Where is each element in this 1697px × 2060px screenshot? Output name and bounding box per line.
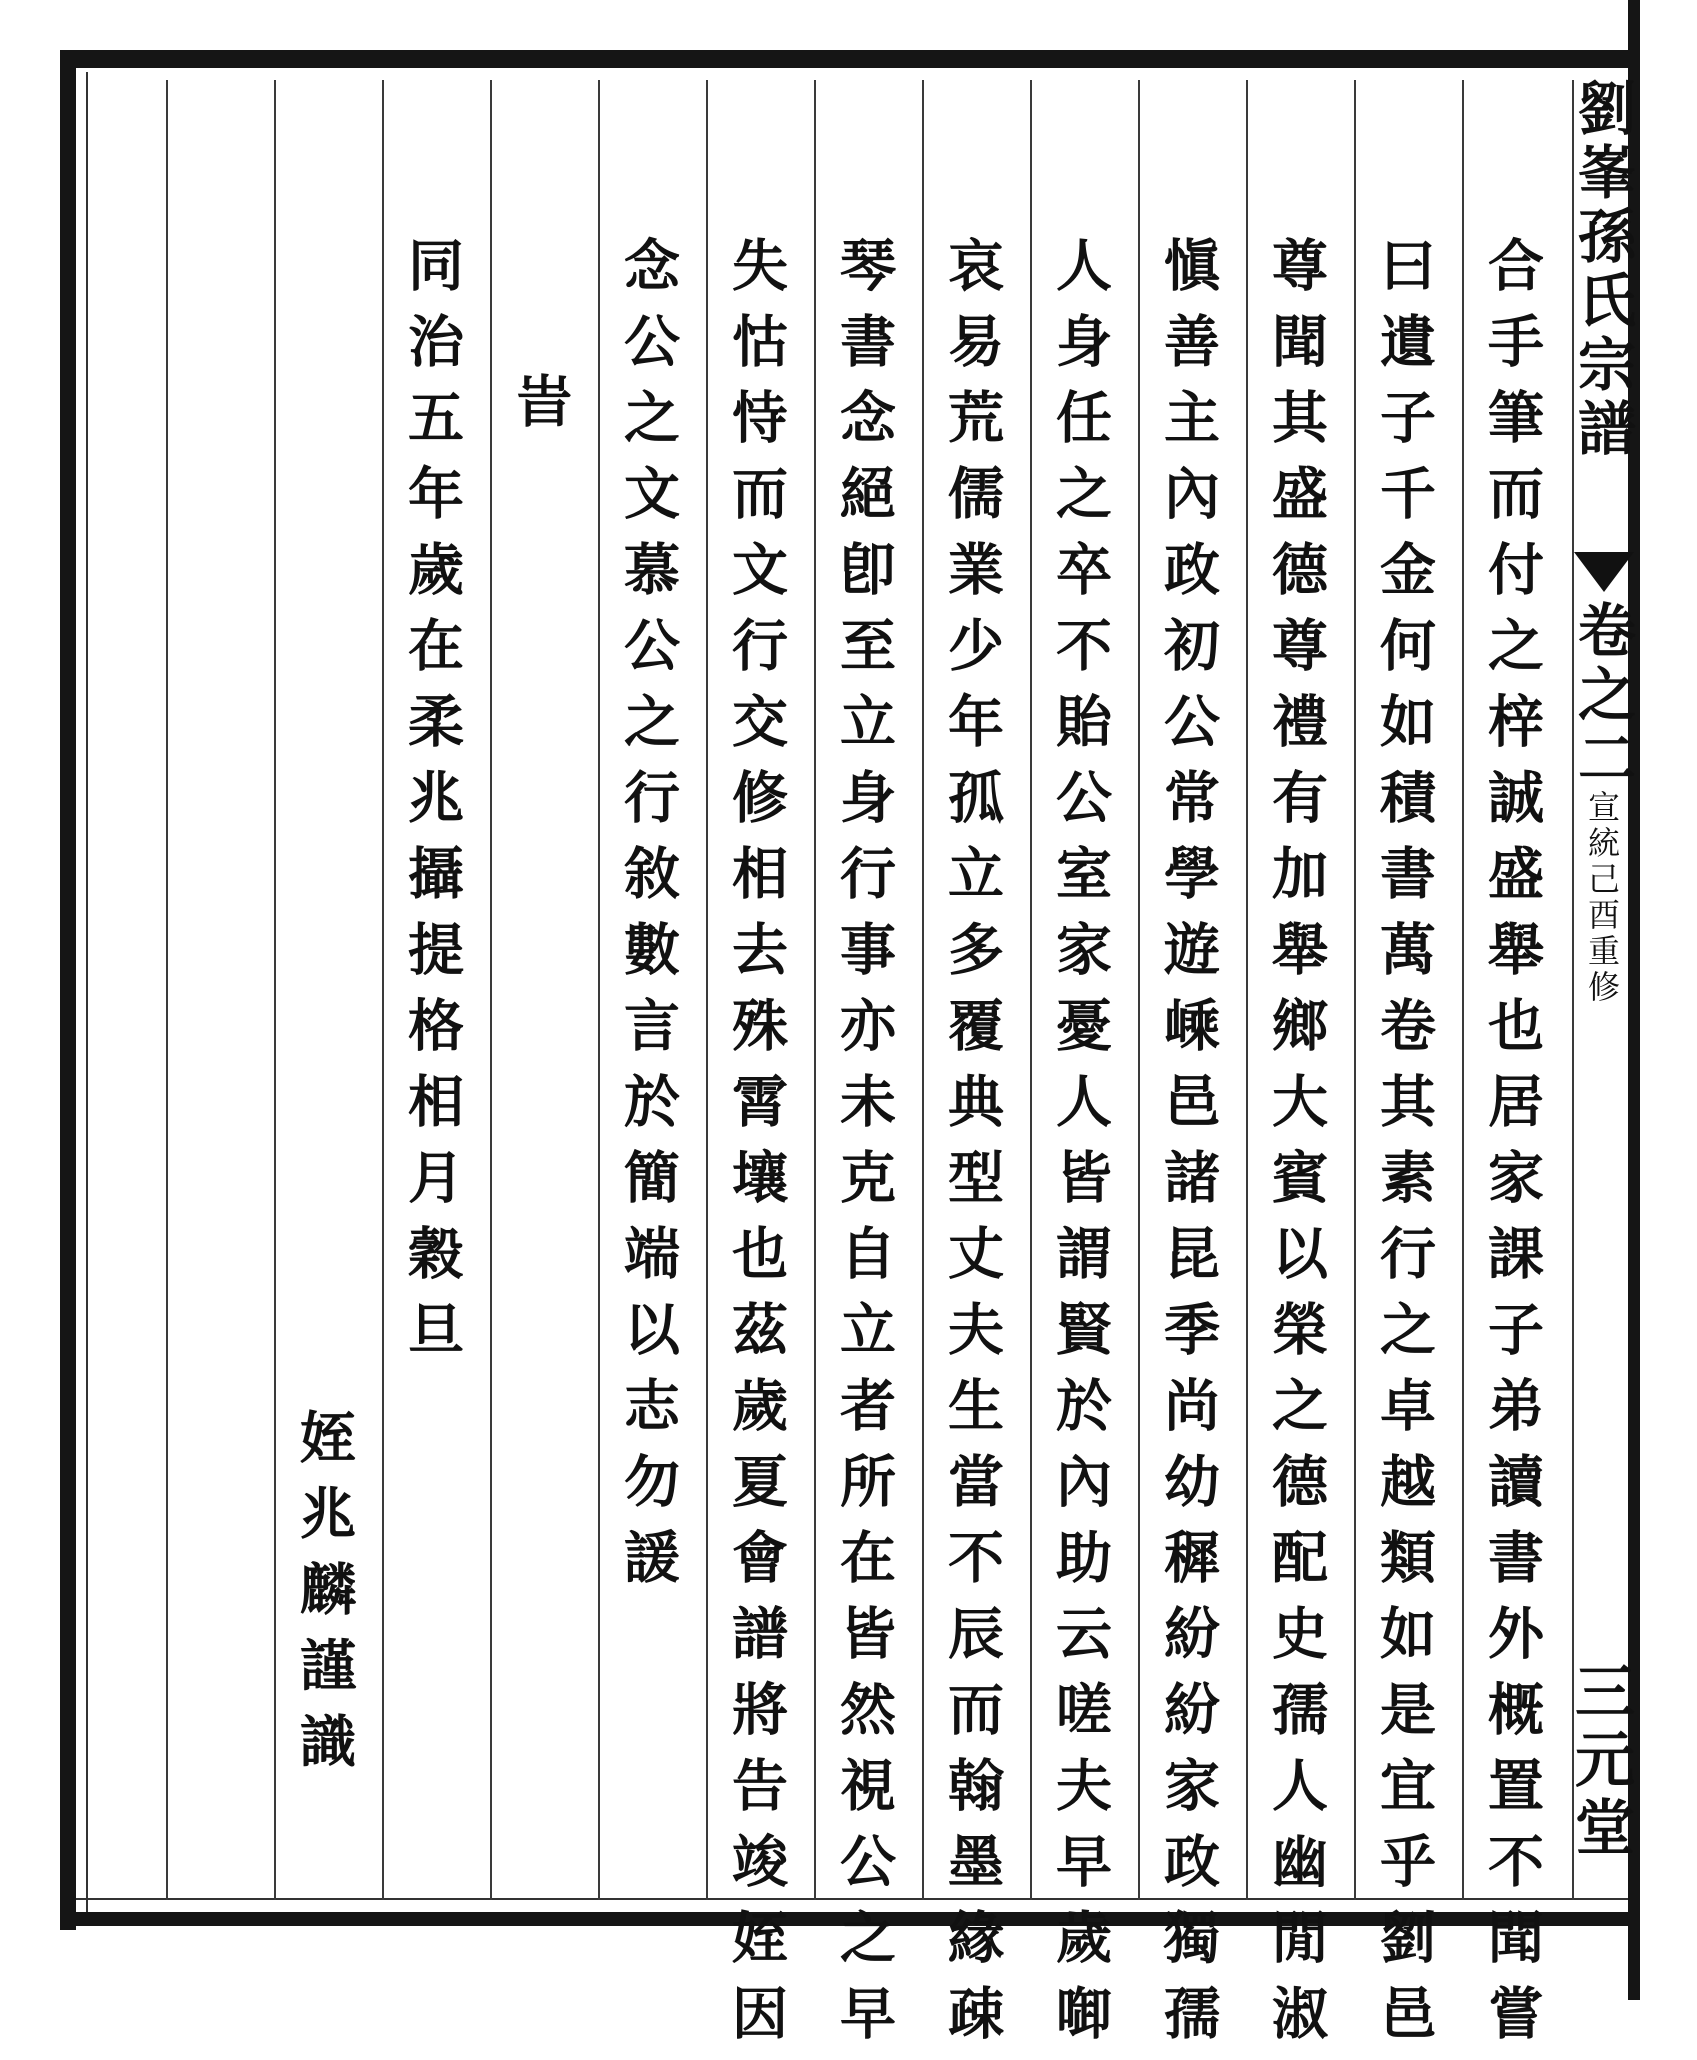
- column-rule: [1030, 80, 1032, 1900]
- margin-volume: 卷之二: [1568, 600, 1636, 792]
- text-column-4: 愼善主內政初公常學遊嵊邑諸昆季尚幼穉紛紛家政獨孺: [1155, 236, 1221, 2060]
- column-rule: [598, 80, 600, 1900]
- text-column-6: 哀易荒儒業少年孤立多覆典型丈夫生當不辰而翰墨緣疎: [939, 236, 1005, 2060]
- text-column-3: 尊聞其盛德尊禮有加舉鄉大賓以榮之德配史孺人幽閒淑: [1263, 236, 1329, 2060]
- date-prefix: 旹: [507, 372, 573, 448]
- border-left: [60, 50, 76, 1930]
- text-column-9: 念公之文慕公之行敘數言於簡端以志勿諼: [615, 236, 681, 1604]
- text-column-2: 曰遺子千金何如積書萬卷其素行之卓越類如是宜乎劉邑: [1371, 236, 1437, 2060]
- inner-border-left: [86, 72, 88, 1912]
- margin-title: 劉峯孫氏宗譜: [1568, 78, 1636, 462]
- column-rule: [922, 80, 924, 1900]
- text-column-7: 琴書念絕卽至立身行事亦未克自立者所在皆然視公之早: [831, 236, 897, 2060]
- border-top: [60, 50, 1638, 68]
- text-column-8: 失怙恃而文行交修相去殊霄壤也茲歲夏會譜將告竣姪因: [723, 236, 789, 2060]
- column-rule: [1354, 80, 1356, 1900]
- column-rule: [166, 80, 168, 1900]
- column-rule: [814, 80, 816, 1900]
- column-rule: [1462, 80, 1464, 1900]
- margin-hall-name: 三元堂: [1565, 1660, 1635, 1864]
- signature: 姪兆麟謹識: [291, 1408, 357, 1788]
- column-rule: [1138, 80, 1140, 1900]
- column-rule: [706, 80, 708, 1900]
- column-rule: [382, 80, 384, 1900]
- text-column-1: 合手筆而付之梓誠盛舉也居家課子弟讀書外概置不聞嘗: [1479, 236, 1545, 2060]
- margin-edition: 宣統己酉重修: [1583, 790, 1621, 1006]
- column-rule: [490, 80, 492, 1900]
- text-column-5: 人身任之卒不貽公室家憂人皆謂賢於內助云嗟夫早歲啣: [1047, 236, 1113, 2060]
- fish-tail-mark: [1574, 552, 1634, 592]
- column-rule: [1246, 80, 1248, 1900]
- column-rule: [274, 80, 276, 1900]
- date-line: 同治五年歲在柔兆攝提格相月穀旦: [399, 236, 465, 1376]
